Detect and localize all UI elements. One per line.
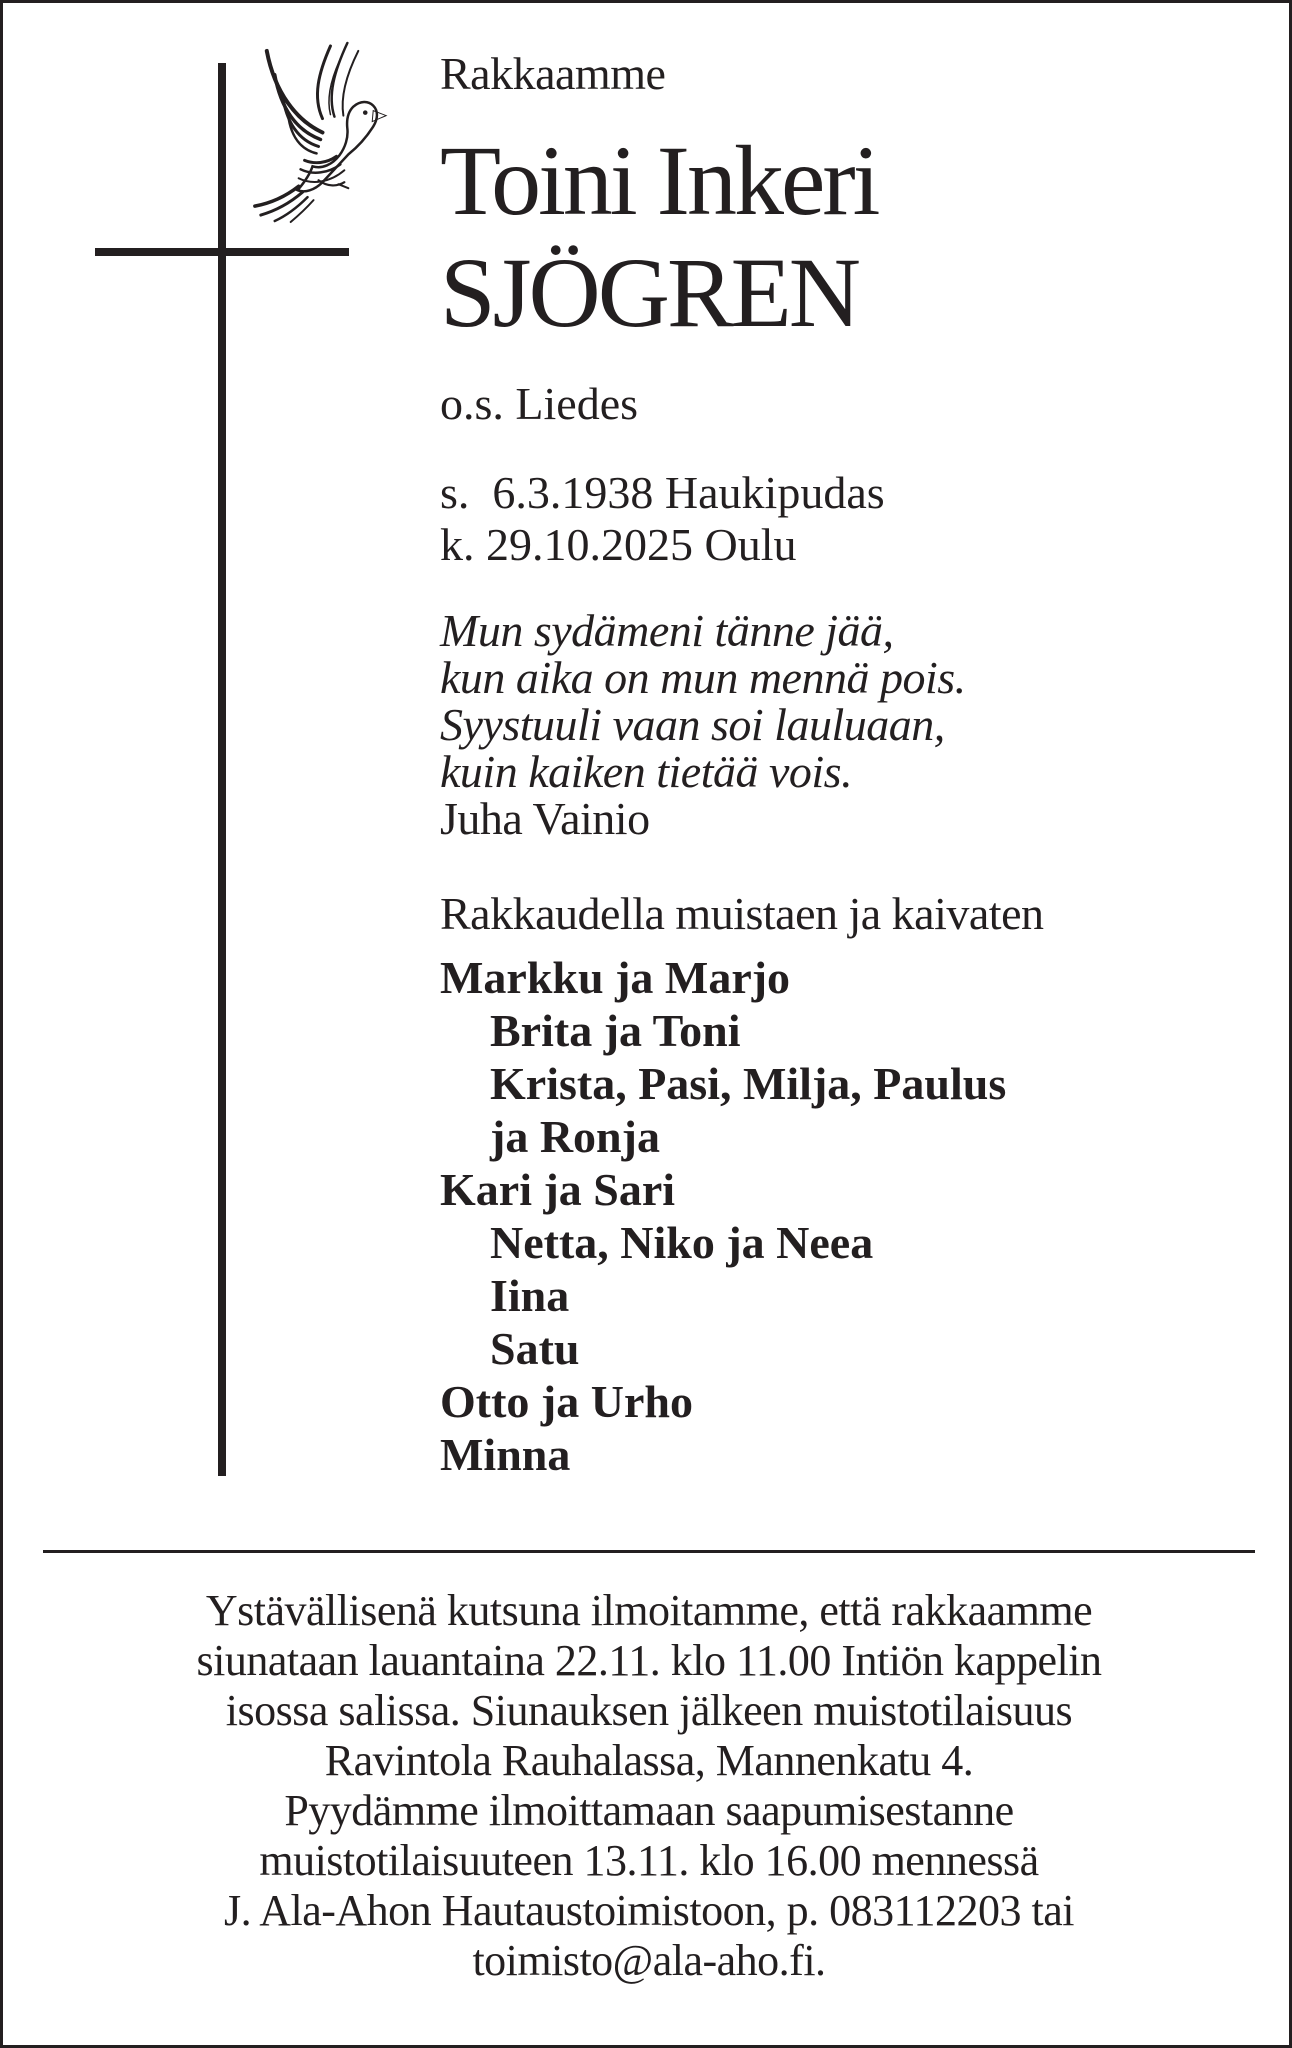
maiden-name: o.s. Liedes [440,378,639,429]
mourner-line: ja Ronja [490,1111,660,1162]
verse-line: kun aika on mun mennä pois. [440,652,966,703]
mourner-line: Markku ja Marjo [440,952,791,1003]
announcement-line: toimisto@ala-aho.fi. [472,1936,826,1985]
announcement-line: muistotilaisuuteen 13.11. klo 16.00 mennessä [259,1836,1039,1885]
mourner-line: Iina [490,1270,570,1321]
life-dates [440,467,885,571]
announcement-line: Pyydämme ilmoittamaan saapumisestanne [284,1786,1014,1835]
mourners-list [440,951,1006,1481]
announcement-line: Ystävällisenä kutsuna ilmoitamme, että rakkaamme [205,1586,1093,1635]
mourner-line: Otto ja Urho [440,1376,693,1427]
verse-line: Syystuuli vaan soi lauluaan, [440,699,945,750]
announcement-line: Ravintola Rauhalassa, Mannenkatu 4. [324,1736,974,1785]
funeral-announcement [23,1586,1275,1986]
verse-line: Mun sydämeni tänne jää, [440,605,894,656]
mourner-line: Krista, Pasi, Milja, Paulus [490,1058,1007,1109]
mourner-line: Netta, Niko ja Neea [490,1217,874,1268]
death-line: k. 29.10.2025 Oulu [440,519,797,570]
remembrance-heading: Rakkaudella muistaen ja kaivaten [440,888,1044,939]
verse-attribution: Juha Vainio [440,793,650,844]
deceased-name [440,125,877,349]
announcement-line: siunataan lauantaina 22.11. klo 11.00 Intiön kappelin [196,1636,1102,1685]
deceased-first-names: Toini Inkeri [440,125,878,236]
memorial-verse [440,607,966,842]
mourner-line: Minna [440,1429,571,1480]
birth-line: s. 6.3.1938 Haukipudas [440,467,885,518]
mourner-line: Kari ja Sari [440,1164,676,1215]
mourner-line: Satu [490,1323,580,1374]
cross-vertical-bar [218,63,226,1476]
announcement-line: isossa salissa. Siunauksen jälkeen muistotilaisuus [225,1686,1073,1735]
dove-icon [251,41,389,225]
kicker: Rakkaamme [440,48,666,99]
cross-horizontal-bar [95,248,349,256]
deceased-last-name: SJÖGREN [440,237,858,348]
announcement-line: J. Ala-Ahon Hautaustoimistoon, p. 083112203 tai [224,1886,1074,1935]
mourner-line: Brita ja Toni [490,1005,741,1056]
section-divider [43,1550,1255,1553]
verse-line: kuin kaiken tietää vois. [440,746,853,797]
